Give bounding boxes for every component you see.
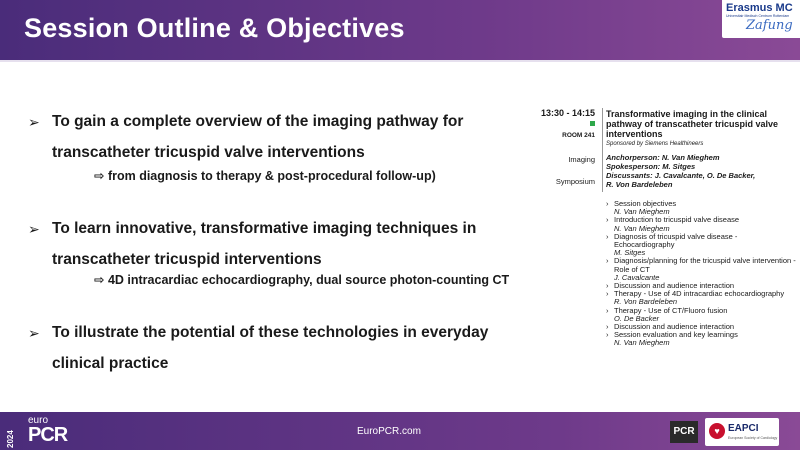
pcr-badge: PCR bbox=[670, 421, 698, 443]
footer-euro: euro bbox=[28, 415, 49, 426]
chevron-right-icon: › bbox=[606, 305, 609, 315]
agenda-item: › Therapy - Use of 4D intracardiac echocardiography R. Von Bardeleben bbox=[606, 289, 785, 307]
footer-pcr-logo: PCR bbox=[28, 424, 68, 446]
chevron-right-icon: › bbox=[606, 256, 609, 266]
agenda-item: › Therapy - Use of CT/Fluoro fusion O. De Backer bbox=[606, 305, 728, 323]
discussants-2: R. Von Bardeleben bbox=[606, 180, 673, 189]
agenda-item: › Discussion and audience interaction bbox=[606, 281, 735, 291]
anchorperson: Anchorperson: N. Van Mieghem bbox=[606, 153, 720, 162]
agenda-divider bbox=[602, 108, 603, 192]
session-roles bbox=[606, 153, 796, 189]
objective-1-line2: transcatheter tricuspid valve interventions bbox=[52, 144, 365, 161]
session-time: 13:30 - 14:15 bbox=[540, 108, 595, 118]
chevron-right-icon: › bbox=[606, 215, 609, 225]
objective-1-line1: To gain a complete overview of the imaging pathway for bbox=[52, 113, 464, 130]
agenda-item: › Diagnosis/planning for the tricuspid valve intervention - Role of CT J. Cavalcante bbox=[606, 256, 796, 282]
agenda-item: › Diagnosis of tricuspid valve disease - Echocardiography M. Sitges bbox=[606, 231, 738, 258]
arrowhead-bullet-icon: ➢ bbox=[28, 325, 40, 341]
header-bar bbox=[0, 0, 800, 60]
logo-sub-text: Universitair Medisch Centrum Rotterdam bbox=[726, 14, 790, 18]
session-room: ROOM 241 bbox=[562, 132, 595, 139]
agenda-item: › Introduction to tricuspid valve disease N. Van Mieghem bbox=[606, 215, 740, 233]
erasmus-logo bbox=[722, 0, 800, 38]
page-title: Session Outline & Objectives bbox=[24, 13, 405, 43]
arrowhead-bullet-icon: ➢ bbox=[28, 221, 40, 237]
footer-year: 2024 bbox=[6, 430, 15, 448]
chevron-right-icon: › bbox=[606, 231, 609, 241]
chevron-right-icon: › bbox=[606, 330, 609, 340]
outline-arrow-icon: ⇨ bbox=[94, 169, 108, 183]
heart-icon: ♥ bbox=[709, 423, 725, 439]
live-indicator bbox=[590, 121, 595, 126]
header-divider bbox=[0, 60, 800, 62]
chevron-right-icon: › bbox=[606, 199, 609, 208]
session-category-2: Symposium bbox=[555, 177, 595, 186]
eapci-logo bbox=[705, 418, 779, 446]
logo-main-text: Erasmus MC bbox=[726, 2, 793, 14]
eapci-text: EAPCI bbox=[728, 423, 759, 434]
agenda-item: › Session objectives N. Van Mieghem bbox=[606, 199, 677, 217]
chevron-right-icon: › bbox=[606, 281, 609, 291]
chevron-right-icon: › bbox=[606, 289, 609, 299]
footer-url[interactable]: EuroPCR.com bbox=[357, 426, 421, 437]
objective-2-sub: ⇨ 4D intracardiac echocardiography, dual source photon-counting CT bbox=[94, 273, 510, 287]
eapci-sub: European Society of Cardiology bbox=[728, 436, 778, 440]
logo-script-text: Zafung bbox=[746, 18, 793, 33]
agenda-item: › Session evaluation and key learnings N. Van Mieghem bbox=[606, 330, 738, 348]
objective-3-line1: To illustrate the potential of these technologies in everyday bbox=[52, 324, 489, 341]
spokesperson: Spokesperson: M. Sitges bbox=[606, 162, 696, 171]
agenda-item: › Discussion and audience interaction bbox=[606, 322, 735, 332]
objective-3-line2: clinical practice bbox=[52, 355, 169, 372]
outline-arrow-icon: ⇨ bbox=[94, 273, 108, 287]
objective-1-sub: ⇨ from diagnosis to therapy & post-procedural follow-up) bbox=[94, 169, 436, 183]
chevron-right-icon: › bbox=[606, 322, 609, 332]
session-title: Transformative imaging in the clinical pathway of transcatheter tricuspid valve interventions bbox=[606, 109, 779, 139]
session-sponsor: Sponsored by Siemens Healthineers bbox=[606, 141, 704, 147]
arrowhead-bullet-icon: ➢ bbox=[28, 114, 40, 130]
session-category-1: Imaging bbox=[568, 155, 595, 164]
objective-2-line2: transcatheter tricuspid interventions bbox=[52, 251, 322, 268]
footer-bar bbox=[0, 412, 800, 450]
objective-2-line1: To learn innovative, transformative imaging techniques in bbox=[52, 220, 477, 237]
discussants-1: Discussants: J. Cavalcante, O. De Backer, bbox=[606, 171, 756, 180]
agenda-items bbox=[606, 200, 796, 348]
